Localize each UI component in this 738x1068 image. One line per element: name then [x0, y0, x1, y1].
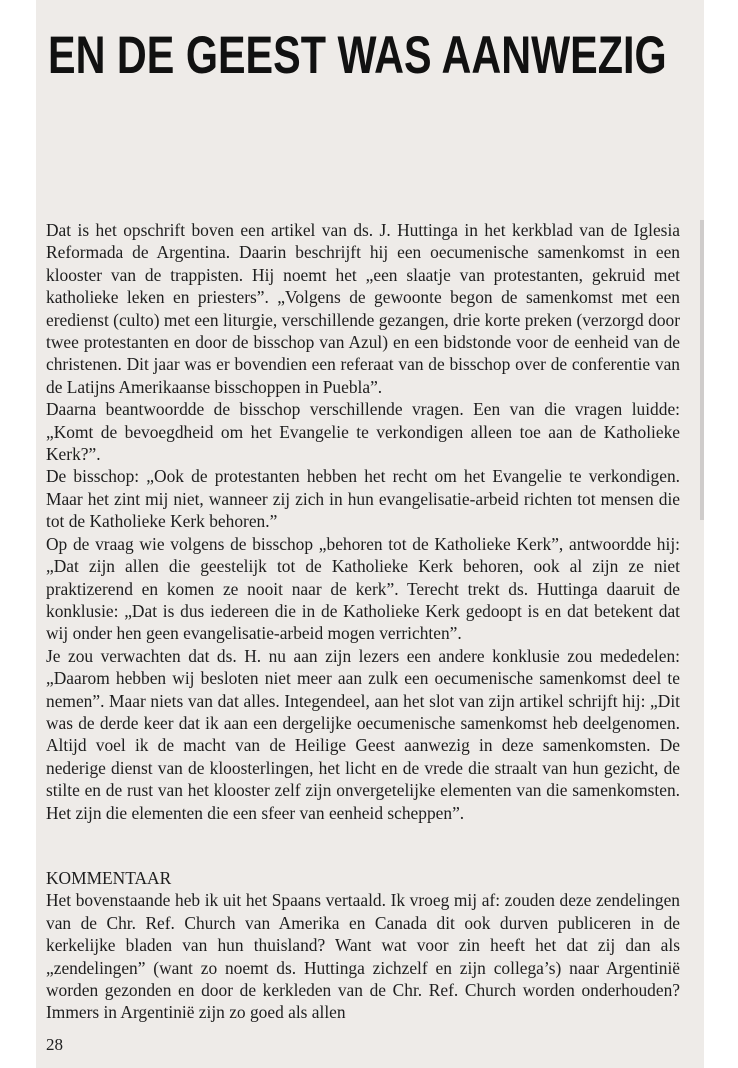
article-title: EN DE GEEST WAS AANWEZIG — [48, 26, 667, 85]
commentary-section — [46, 867, 680, 1024]
article-paragraph-3: De bisschop: „Ook de protestanten hebben het recht om het Evangelie te verkondigen. Maar het zint mij niet, wanneer zij zich in hun evangelisatie-arbeid richten tot mensen die tot de Katholieke Kerk behoren.” — [46, 466, 680, 532]
article-body — [46, 219, 680, 824]
article-paragraph-1: Dat is het opschrift boven een artikel van ds. J. Huttinga in het kerkblad van de Iglesia Reformada de Argentina. Daarin beschrijft hij een oecumenische samenkomst in een klooster van de trappisten. Hij noemt het „een slaatje van protestanten, gekruid met katholieke leken en priesters”. „Volgens de gewoonte begon de samenkomst met een eredienst (culto) met een liturgie, verschillende gezangen, drie korte preken (verzorgd door twee protestanten en door de bisschop van Azul) en een bidstonde voor de eenheid van de christenen. Dit jaar was er bovendien een referaat van de bisschop over de conferentie van de Latijns Amerikaanse bisschoppen in Puebla”. — [46, 220, 680, 397]
commentary-heading: KOMMENTAAR — [46, 868, 172, 888]
page-number: 28 — [46, 1035, 63, 1054]
article-paragraph-4: Op de vraag wie volgens de bisschop „behoren tot de Katholieke Kerk”, antwoordde hij: „Dat zijn allen die geestelijk tot de Katholieke Kerk behoren, ook al zijn ze niet praktizerend en komen ze nooit naar de kerk”. Terecht trekt ds. Huttinga daaruit de konklusie: „Dat is dus iedereen die in de Katholieke Kerk gedoopt is en dat betekent dat wij onder hen geen evangelisatie-arbeid mogen verrichten”. — [46, 533, 680, 644]
article-paragraph-2: Daarna beantwoordde de bisschop verschillende vragen. Een van die vragen luidde: „Komt de bevoegdheid om het Evangelie te verkondigen alleen toe aan de Katholieke Kerk?”. — [46, 399, 680, 465]
magazine-page — [36, 0, 704, 1068]
article-paragraph-5: Je zou verwachten dat ds. H. nu aan zijn lezers een andere konklusie zou mededelen: „Daarom hebben wij besloten niet meer aan zulk een oecumenische samenkomst deel te nemen”. Maar niets van dat alles. Integendeel, aan het slot van zijn artikel schrijft hij: „Dit was de derde keer dat ik aan een dergelijke oecumenische samenkomst heb deelgenomen. Altijd voel ik de macht van de Heilige Geest aanwezig in deze samenkomsten. De nederige dienst van de kloosterlingen, het licht en de vrede die straalt van hun gezicht, de stilte en de rust van het klooster zelf zijn onvergetelijke elementen van die samenkomsten. Het zijn die elementen die een sfeer van eenheid scheppen”. — [46, 645, 680, 823]
commentary-text: Het bovenstaande heb ik uit het Spaans vertaald. Ik vroeg mij af: zouden deze zendelingen van de Chr. Ref. Church van Amerika en Canada dit ook durven publiceren in de kerkelijke bladen van hun thuisland? Want wat voor zin heeft het dat zij dan als „zendelingen” (want zo noemt ds. Huttinga zichzelf en zijn collega’s) naar Argentinië worden gezonden en door de kerkleden van de Chr. Ref. Church worden onderhouden? Immers in Argentinië zijn zo goed als allen — [46, 890, 680, 1023]
scan-margin — [704, 0, 738, 1068]
